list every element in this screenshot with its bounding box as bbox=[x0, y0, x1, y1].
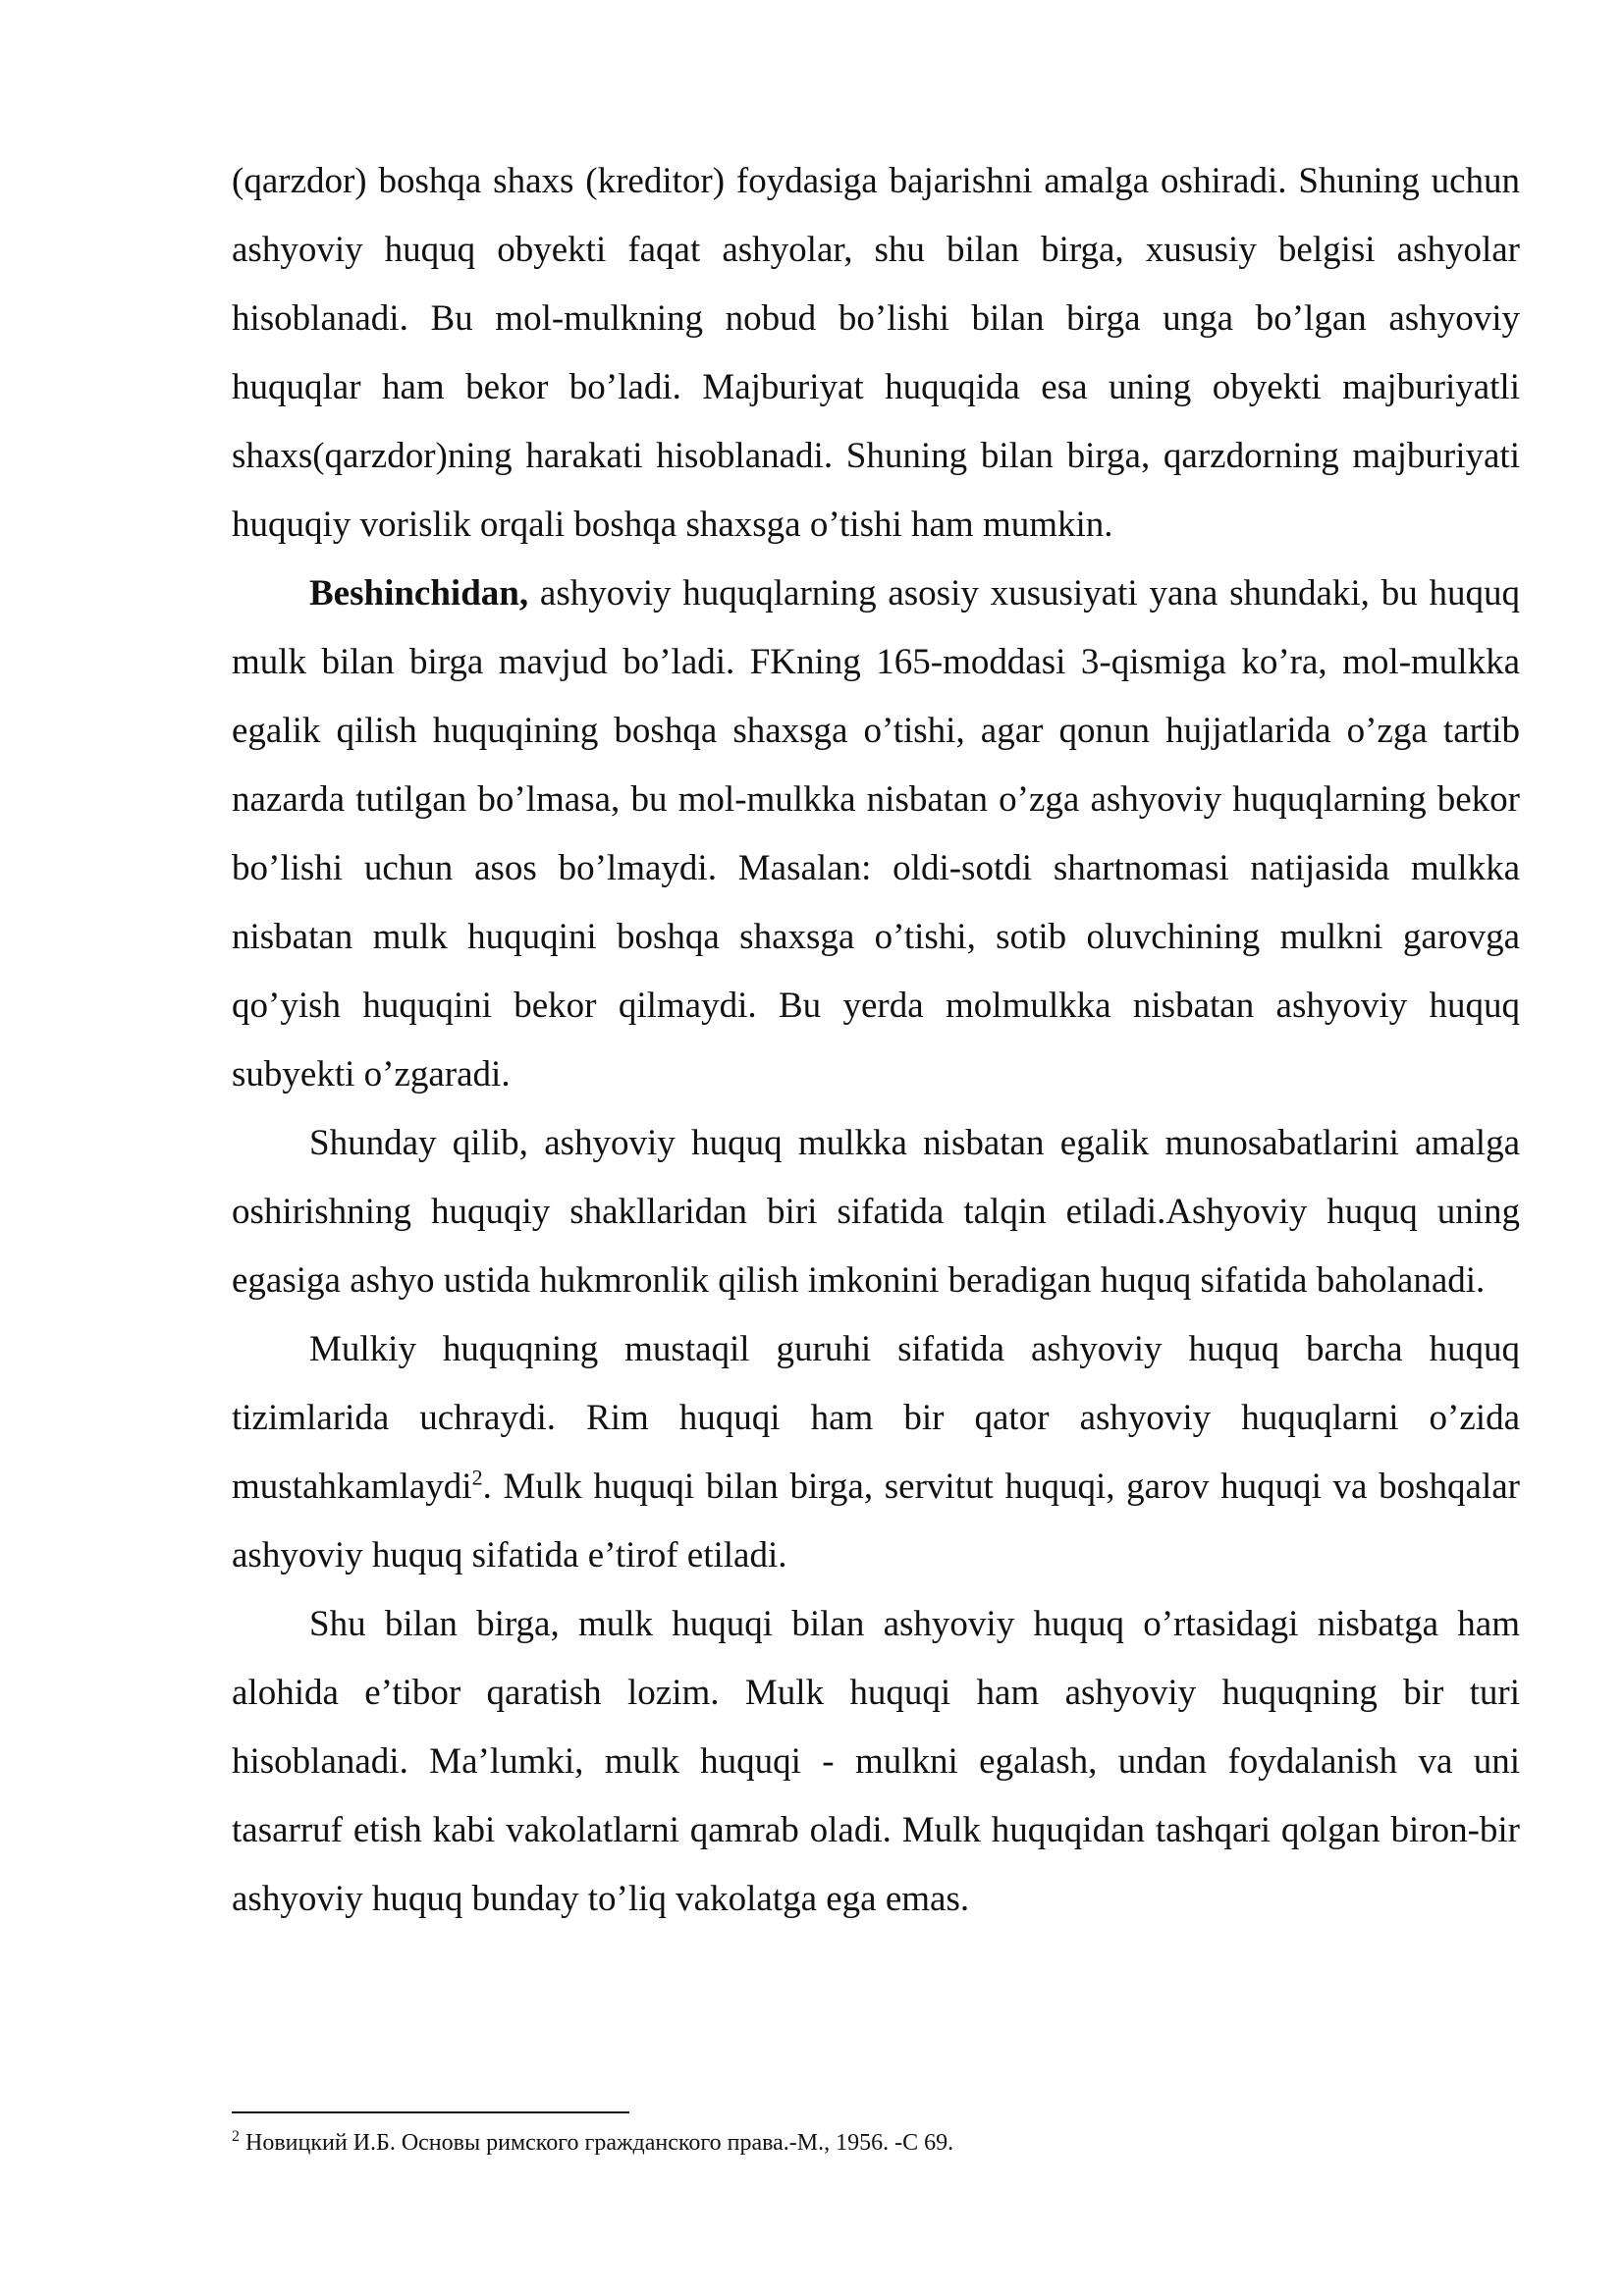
body-text bbox=[232, 147, 1520, 1934]
paragraph-continuation: (qarzdor) boshqa shaxs (kreditor) foydasiga bajarishni amalga oshiradi. Shuning uchun ashyoviy huquq obyekti faqat ashyolar, shu bilan birga, xususiy belgisi ashyolar hisoblanadi. Bu mol-mulkning nobud bo’lishi bilan birga unga bo’lgan ashyoviy huquqlar ham bekor bo’ladi. Majburiyat huquqida esa uning obyekti majburiyatli shaxs(qarzdor)ning harakati hisoblanadi. Shuning bilan birga, qarzdorning majburiyati huquqiy vorislik orqali boshqa shaxsga o’tishi ham mumkin. bbox=[232, 161, 1520, 545]
footnote-text: Новицкий И.Б. Основы римского гражданского права.-М., 1956. -С 69. bbox=[240, 2130, 954, 2156]
footnote-separator bbox=[232, 2111, 629, 2113]
paragraph-lead-bold: Beshinchidan, bbox=[309, 573, 529, 614]
paragraph-beshinchidan bbox=[232, 560, 1520, 1109]
paragraph-body: . Mulk huquqi bilan birga, servitut huquqi, garov huquqi va boshqalar ashyoviy huquq sifatida e’tirof etiladi. bbox=[232, 1467, 1520, 1575]
paragraph-shunday-qilib: Shunday qilib, ashyoviy huquq mulkka nisbatan egalik munosabatlarini amalga oshirishning huquqiy shakllaridan biri sifatida talqin etiladi.Ashyoviy huquq uning egasiga ashyo ustida hukmronlik qilish imkonini beradigan huquq sifatida baholanadi. bbox=[232, 1123, 1520, 1301]
footnote-reference[interactable]: 2 bbox=[471, 1465, 483, 1490]
footnote-number: 2 bbox=[232, 2128, 240, 2145]
paragraph-body: ashyoviy huquqlarning asosiy xususiyati yana shundaki, bu huquq mulk bilan birga mavjud bo’ladi. FKning 165-moddasi 3-qismiga ko’ra, mol-mulkka egalik qilish huquqining boshqa shaxsga o’tishi, agar qonun hujjatlarida o’zga tartib nazarda tutilgan bo’lmasa, bu mol-mulkka nisbatan o’zga ashyoviy huquqlarning bekor bo’lishi uchun asos bo’lmaydi. Masalan: oldi-sotdi shartnomasi natijasida mulkka nisbatan mulk huquqini boshqa shaxsga o’tishi, sotib oluvchining mulkni garovga qo’yish huquqini bekor qilmaydi. Bu yerda molmulkka nisbatan ashyoviy huquq subyekti o’zgaradi. bbox=[232, 573, 1520, 1095]
paragraph-body: Mulkiy huquqning mustaqil guruhi sifatida ashyoviy huquq barcha huquq tizimlarida uchraydi. Rim huquqi ham bir qator ashyoviy huquqlarni o’zida mustahkamlaydi bbox=[232, 1329, 1520, 1507]
footnote bbox=[232, 2126, 1520, 2160]
paragraph-mulkiy-huquq bbox=[232, 1315, 1520, 1590]
paragraph-shu-bilan-birga: Shu bilan birga, mulk huquqi bilan ashyoviy huquq o’rtasidagi nisbatga ham alohida e’tibor qaratish lozim. Mulk huquqi ham ashyoviy huquqning bir turi hisoblanadi. Ma’lumki, mulk huquqi - mulkni egalash, undan foydalanish va uni tasarruf etish kabi vakolatlarni qamrab oladi. Mulk huquqidan tashqari qolgan biron-bir ashyoviy huquq bunday to’liq vakolatga ega emas. bbox=[232, 1604, 1520, 1919]
